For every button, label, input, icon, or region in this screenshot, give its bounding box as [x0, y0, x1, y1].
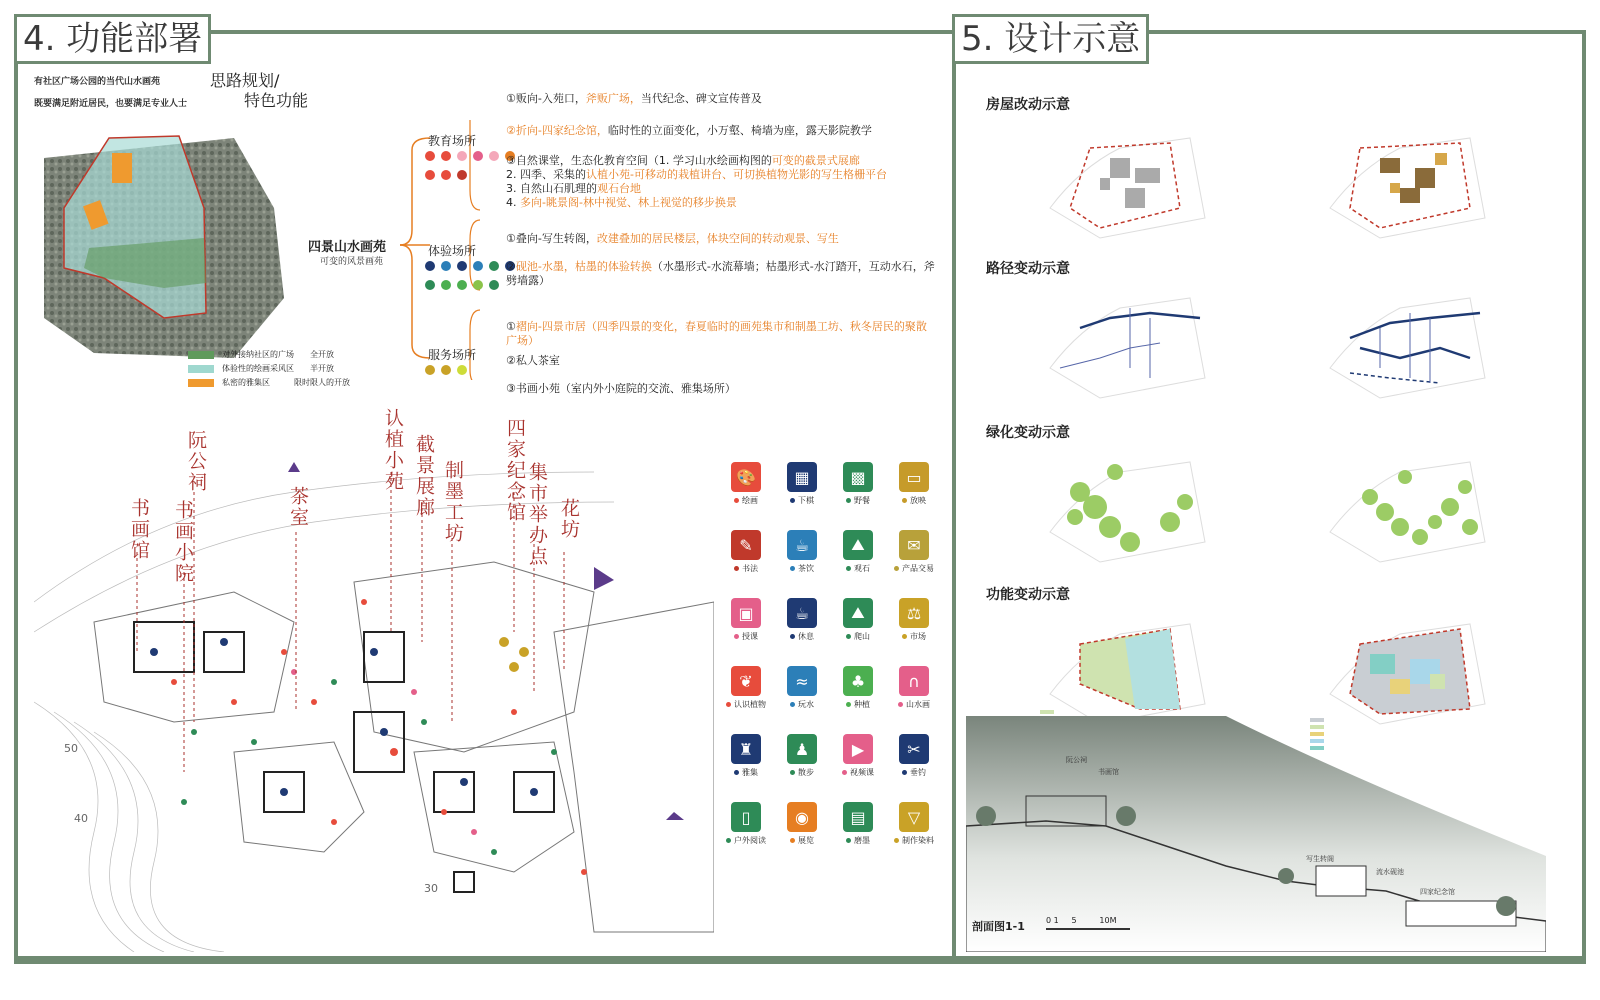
exp-item-1: ①叠向-写生转阁，改建叠加的居民楼层，体块空间的转动观景、写生 — [506, 232, 839, 245]
house-before — [1040, 128, 1210, 243]
site-label-shuhuaguan: 书画馆 — [128, 498, 150, 561]
row-label-green: 绿化变动示意 — [986, 425, 1070, 441]
activity-label: 茶饮 — [798, 564, 814, 573]
site-label-ruangongci: 阮公祠 — [185, 430, 207, 493]
site-label-shuhuaxiaoyuan: 书画小院 — [172, 500, 194, 584]
activity-label: 垂钓 — [910, 768, 926, 777]
activity-icon-21 — [772, 802, 832, 846]
contour-label-50: 50 — [64, 742, 78, 755]
section-tag-2: 书画馆 — [1098, 768, 1119, 776]
activity-label: 书法 — [742, 564, 758, 573]
svc-item-2: ②私人茶室 — [506, 354, 560, 367]
function-after — [1320, 614, 1490, 729]
section-tag-4: 流水砚池 — [1376, 868, 1404, 876]
activity-label: 野餐 — [854, 496, 870, 505]
function-before — [1040, 614, 1210, 729]
section-tag-3: 写生转阁 — [1306, 855, 1334, 863]
activity-glyph-icon: 🎨 — [731, 462, 761, 492]
site-label-huafang: 花坊 — [558, 498, 580, 540]
site-label-chashi: 茶室 — [287, 486, 309, 528]
activity-glyph-icon: ☕ — [787, 598, 817, 628]
activity-icon-11 — [884, 598, 944, 642]
edu-item-3: ③自然课堂，生态化教育空间（1. 学习山水绘画构图的可变的截景式展廊 — [506, 154, 860, 167]
activity-label: 市场 — [910, 632, 926, 641]
activity-icon-13 — [772, 666, 832, 710]
activity-icon-8 — [716, 598, 776, 642]
activity-label: 授课 — [742, 632, 758, 641]
activity-label: 玩水 — [798, 700, 814, 709]
house-after — [1320, 128, 1490, 243]
activity-label: 放映 — [910, 496, 926, 505]
activity-icon-14 — [828, 666, 888, 710]
activity-glyph-icon: ▶ — [843, 734, 873, 764]
legend-item-3: 私密的雅集区 限时限人的开放 — [188, 376, 350, 390]
activity-glyph-icon: ⛰ — [843, 530, 873, 560]
section-label: 剖面图1-1 — [972, 920, 1025, 933]
site-label-jishi: 集市举办点 — [526, 462, 548, 567]
activity-label: 磨墨 — [854, 836, 870, 845]
activity-icon-16 — [716, 734, 776, 778]
site-label-zhimogongfang: 制墨工坊 — [442, 460, 464, 544]
activity-glyph-icon: ◉ — [787, 802, 817, 832]
activity-label: 户外阅读 — [734, 836, 766, 845]
activity-glyph-icon: ▭ — [899, 462, 929, 492]
intro-line-2: 既要满足附近居民，也要满足专业人士 — [34, 99, 188, 109]
edu-item-2: ②折向-四家纪念馆，临时性的立面变化，小万壑、椅墙为座，露天影院教学 — [506, 124, 872, 137]
activity-glyph-icon: ❦ — [731, 666, 761, 696]
activity-glyph-icon: ♟ — [787, 734, 817, 764]
activity-icon-1 — [772, 462, 832, 506]
category-education: 教育场所 — [428, 134, 477, 148]
activity-label: 下棋 — [798, 496, 814, 505]
activity-label: 观石 — [854, 564, 870, 573]
edu-item-1: ①贩向-入苑口，斧贩广场，当代纪念、碑文宣传普及 — [506, 92, 762, 105]
row-label-house: 房屋改动示意 — [986, 97, 1070, 113]
activity-glyph-icon: ♣ — [843, 666, 873, 696]
concept-subtitle: 可变的风景画苑 — [320, 257, 384, 267]
activity-icon-20 — [716, 802, 776, 846]
site-label-renzhixiaoyuan: 认植小苑 — [382, 408, 404, 492]
activity-label: 爬山 — [854, 632, 870, 641]
activity-label: 制作染料 — [902, 836, 934, 845]
activity-icon-9 — [772, 598, 832, 642]
activity-label: 认识植物 — [734, 700, 766, 709]
edu-item-5: 3. 自然山石肌理的观石台地 — [506, 182, 641, 195]
category-experience: 体验场所 — [428, 244, 477, 258]
activity-label: 雅集 — [742, 768, 758, 777]
activity-glyph-icon: ▩ — [843, 462, 873, 492]
activity-icon-4 — [716, 530, 776, 574]
row-label-path: 路径变动示意 — [986, 261, 1070, 277]
site-label-jiejingzhanlang: 截景展廊 — [413, 434, 435, 518]
activity-label: 展览 — [798, 836, 814, 845]
activity-glyph-icon: ♜ — [731, 734, 761, 764]
category-service: 服务场所 — [428, 348, 477, 362]
green-before — [1040, 452, 1210, 567]
activity-icon-18 — [828, 734, 888, 778]
activity-icon-17 — [772, 734, 832, 778]
activity-label: 种植 — [854, 700, 870, 709]
activity-glyph-icon: ▣ — [731, 598, 761, 628]
activity-icon-22 — [828, 802, 888, 846]
section-title-4: 4. 功能部署 — [14, 14, 211, 64]
activity-glyph-icon: ⛰ — [843, 598, 873, 628]
activity-glyph-icon: ✎ — [731, 530, 761, 560]
activity-label: 视频课 — [850, 768, 874, 777]
concept-title: 四景山水画苑 — [308, 240, 387, 255]
activity-label: 绘画 — [742, 496, 758, 505]
intro-line-1: 有社区广场公园的当代山水画苑 — [34, 77, 161, 87]
activity-glyph-icon: ▤ — [843, 802, 873, 832]
edu-item-4: 2. 四季、采集的认植小苑-可移动的栽植讲台、可切换植物光影的写生格栅平台 — [506, 168, 887, 181]
green-after — [1320, 452, 1490, 567]
edu-item-6: 4. 多向-眺景阁-林中视觉、林上视觉的移步换景 — [506, 196, 737, 209]
site-label-sijiajinianguan: 四家纪念馆 — [504, 418, 526, 523]
activity-label: 散步 — [798, 768, 814, 777]
activity-glyph-icon: ▽ — [899, 802, 929, 832]
thinking-line-1: 思路规划/ — [210, 71, 280, 90]
activity-icon-23 — [884, 802, 944, 846]
activity-icon-12 — [716, 666, 776, 710]
activity-icon-2 — [828, 462, 888, 506]
activity-glyph-icon: ✂ — [899, 734, 929, 764]
thinking-line-2: 特色功能 — [244, 91, 309, 110]
activity-glyph-icon: ▯ — [731, 802, 761, 832]
section-tag-5: 四家纪念馆 — [1420, 888, 1455, 896]
activity-icon-7 — [884, 530, 944, 574]
activity-icon-5 — [772, 530, 832, 574]
aerial-site-map — [34, 118, 294, 358]
activity-label: 休息 — [798, 632, 814, 641]
section-title-5: 5. 设计示意 — [952, 14, 1149, 64]
path-after — [1320, 288, 1490, 403]
activity-glyph-icon: ▦ — [787, 462, 817, 492]
activity-glyph-icon: ✉ — [899, 530, 929, 560]
activity-icon-grid — [716, 462, 956, 882]
section-tag-1: 阮公祠 — [1066, 756, 1087, 764]
path-before — [1040, 288, 1210, 403]
activity-glyph-icon: ∩ — [899, 666, 929, 696]
activity-glyph-icon: ⚖ — [899, 598, 929, 628]
scale-bar-text: 0 1 5 10M — [1046, 916, 1117, 925]
legend — [188, 348, 350, 390]
activity-icon-6 — [828, 530, 888, 574]
svc-item-3: ③书画小苑（室内外小庭院的交流、雅集场所） — [506, 382, 736, 395]
activity-label: 山水画 — [906, 700, 930, 709]
activity-glyph-icon: ≈ — [787, 666, 817, 696]
scale-bar — [1046, 928, 1130, 930]
legend-item-2: 体验性的绘画采风区 半开放 — [188, 362, 350, 376]
row-label-function: 功能变动示意 — [986, 587, 1070, 603]
svc-item-1: ①褶向-四景市居（四季四景的变化，春夏临时的画苑集市和制墨工坊、秋冬居民的聚散广场） — [506, 320, 927, 347]
activity-icon-3 — [884, 462, 944, 506]
legend-item-1: 对外接纳社区的广场 全开放 — [188, 348, 350, 362]
contour-label-40: 40 — [74, 812, 88, 825]
activity-icon-0 — [716, 462, 776, 506]
activity-label: 产品交易 — [902, 564, 934, 573]
activity-icon-10 — [828, 598, 888, 642]
activity-glyph-icon: ☕ — [787, 530, 817, 560]
exp-item-2: ②砚池-水墨，枯墨的体验转换（水墨形式-水流幕墙；枯墨形式-水汀踏开，互动水石，斧劈墙露） — [506, 260, 935, 287]
contour-label-30: 30 — [424, 882, 438, 895]
activity-icon-19 — [884, 734, 944, 778]
activity-icon-15 — [884, 666, 944, 710]
left-bottom-border — [14, 956, 1586, 960]
